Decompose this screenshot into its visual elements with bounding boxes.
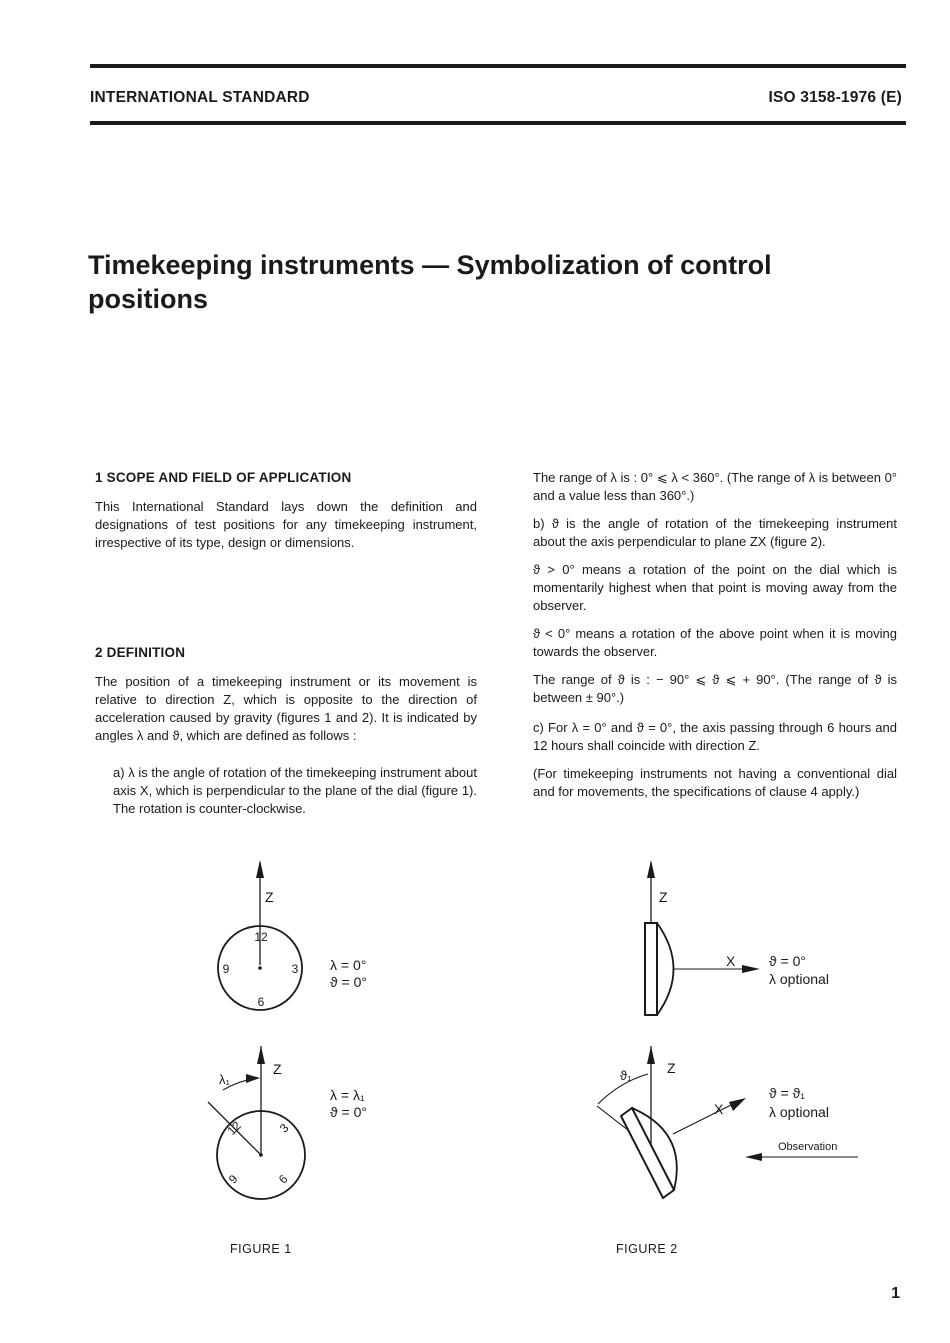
hour-6: 6 bbox=[257, 995, 265, 1009]
item-b-text: b) ϑ is the angle of rotation of the timekeeping instrument about the axis perpendicular to plane ZX (figure 2). bbox=[533, 516, 897, 549]
figure-1-caption: FIGURE 1 bbox=[230, 1242, 292, 1256]
x-arrow-head bbox=[729, 1098, 746, 1111]
equation-theta: ϑ = ϑ₁ bbox=[769, 1085, 805, 1101]
note-text: (For timekeeping instruments not having a conventional dial and for movements, the specifications of clause 4 apply.) bbox=[533, 766, 897, 799]
item-c-text: c) For λ = 0° and ϑ = 0°, the axis passing through 6 hours and 12 hours shall coincide with direction Z. bbox=[533, 720, 897, 753]
section-2-item-a: a) λ is the angle of rotation of the timekeeping instrument about axis X, which is perpendicular to the plane of the dial (figure 1). The rotation is counter-clockwise. bbox=[113, 765, 477, 816]
equation-theta: ϑ = 0° bbox=[330, 974, 367, 990]
x-axis-arrow bbox=[673, 1103, 735, 1134]
document-title: Timekeeping instruments — Symbolization of control positions bbox=[88, 250, 772, 314]
x-axis-label: X bbox=[726, 953, 736, 969]
header-right: ISO 3158-1976 (E) bbox=[768, 89, 902, 106]
equation-lambda: λ = 0° bbox=[330, 957, 367, 973]
lambda-optional: λ optional bbox=[769, 971, 829, 987]
observation-label: Observation bbox=[778, 1141, 838, 1153]
header-left: INTERNATIONAL STANDARD bbox=[90, 89, 310, 106]
lambda-range-text: The range of λ is : 0° ⩽ λ < 360°. (The range of λ is between 0° and a value less than 360°.) bbox=[533, 470, 897, 503]
dial-center bbox=[258, 966, 262, 970]
z-arrow-head bbox=[647, 1046, 655, 1064]
hour-6: 6 bbox=[275, 1171, 291, 1187]
instrument-body bbox=[621, 1108, 674, 1198]
hour-12: 12 bbox=[254, 930, 268, 944]
instrument-body bbox=[645, 923, 657, 1015]
z-arrow-head bbox=[256, 860, 264, 878]
figure-1-bottom bbox=[208, 1046, 367, 1199]
hour-9: 9 bbox=[222, 962, 230, 976]
dial-center bbox=[259, 1153, 263, 1157]
angle-label: λ₁ bbox=[219, 1072, 230, 1087]
x-arrow-head bbox=[742, 965, 760, 973]
figure-2-top bbox=[645, 860, 829, 1015]
hour-3: 3 bbox=[276, 1120, 292, 1136]
section-1-body: This International Standard lays down the definition and designations of test positions for any timekeeping instrument, irrespective of its type, design or dimensions. bbox=[95, 499, 477, 550]
angle-label: ϑ₁ bbox=[620, 1068, 632, 1083]
equation-lambda: λ = λ₁ bbox=[330, 1087, 365, 1103]
hour-12: 12 bbox=[224, 1118, 244, 1138]
observation-arrow-head bbox=[745, 1153, 762, 1161]
hour-9: 9 bbox=[225, 1171, 241, 1187]
figure-2-bottom bbox=[597, 1046, 858, 1198]
theta-negative-text: ϑ < 0° means a rotation of the above point when it is moving towards the observer. bbox=[533, 626, 897, 659]
z-arrow-head bbox=[257, 1046, 265, 1064]
crystal-profile bbox=[657, 923, 674, 1015]
lambda-optional: λ optional bbox=[769, 1104, 829, 1120]
z-axis-label: Z bbox=[265, 889, 274, 905]
theta-positive-text: ϑ > 0° means a rotation of the point on the dial which is momentarily highest when that point is moving away from the observer. bbox=[533, 562, 897, 613]
section-1-heading: 1 SCOPE AND FIELD OF APPLICATION bbox=[95, 470, 352, 485]
hour-3: 3 bbox=[291, 962, 299, 976]
figure-2-caption: FIGURE 2 bbox=[616, 1242, 678, 1256]
z-axis-label: Z bbox=[667, 1060, 676, 1076]
angle-arc-head bbox=[246, 1074, 260, 1083]
z-arrow-head bbox=[647, 860, 655, 878]
figure-1-top bbox=[218, 860, 367, 1010]
x-axis-label: X bbox=[714, 1101, 724, 1117]
equation-theta: ϑ = 0° bbox=[769, 953, 806, 969]
section-2-heading: 2 DEFINITION bbox=[95, 645, 186, 660]
page-number: 1 bbox=[891, 1285, 900, 1302]
z-axis-label: Z bbox=[273, 1061, 282, 1077]
section-2-body: The position of a timekeeping instrument or its movement is relative to direction Z, which is opposite to the direction of acceleration caused by gravity (figures 1 and 2). It is indicated by angles λ and ϑ, which are defined as follows : bbox=[95, 674, 477, 743]
equation-theta: ϑ = 0° bbox=[330, 1104, 367, 1120]
theta-range-text: The range of ϑ is : − 90° ⩽ ϑ ⩽ + 90°. (The range of ϑ is between ± 90°.) bbox=[533, 672, 897, 705]
z-axis-label: Z bbox=[659, 889, 668, 905]
